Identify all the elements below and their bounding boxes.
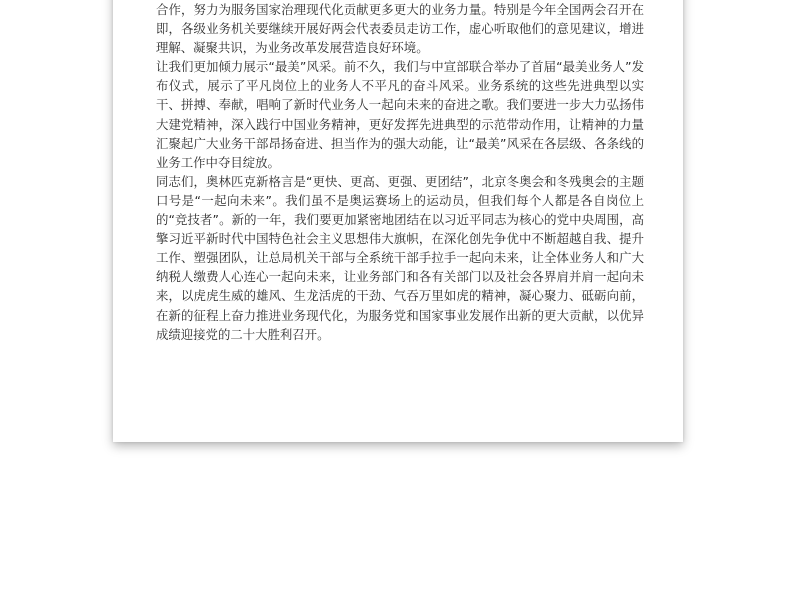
paragraph-1: 合作，努力为服务国家治理现代化贡献更多更大的业务力量。特别是今年全国两会召开在即，各级业务机关要继续开展好两会代表委员走访工作，虚心听取他们的意见建议，增进理解、凝聚共识，为业务改革发展营造良好环境。 xyxy=(156,2,644,56)
document-page xyxy=(113,0,683,442)
paragraph-2: 让我们更加倾力展示“最美”风采。前不久，我们与中宣部联合举办了首届“最美业务人”发布仪式，展示了平凡岗位上的业务人不平凡的奋斗风采。业务系统的这些先进典型以实干、拼搏、奉献，唱响了新时代业务人一起向未来的奋进之歌。我们要进一步大力弘扬伟大建党精神，深入践行中国业务精神，更好发挥先进典型的示范带动作用，让精神的力量汇聚起广大业务干部昂扬奋进、担当作为的强大动能，让“最美”风采在各层级、各条线的业务工作中夺目绽放。 xyxy=(156,59,644,170)
paragraph-3: 同志们，奥林匹克新格言是“更快、更高、更强、更团结”，北京冬奥会和冬残奥会的主题口号是“一起向未来”。我们虽不是奥运赛场上的运动员，但我们每个人都是各自岗位上的“竞技者”。新的一年，我们要更加紧密地团结在以习近平同志为核心的党中央周围，高擎习近平新时代中国特色社会主义思想伟大旗帜，在深化创先争优中不断超越自我、提升工作、塑强团队，让总局机关干部与全系统干部手拉手一起向未来，让全体业务人和广大纳税人缴费人心连心一起向未来，让业务部门和各有关部门以及社会各界肩并肩一起向未来，以虎虎生威的雄风、生龙活虎的干劲、气吞万里如虎的精神，凝心聚力、砥砺向前，在新的征程上奋力推进业务现代化，为服务党和国家事业发展作出新的更大贡献，以优异成绩迎接党的二十大胜利召开。 xyxy=(156,173,644,342)
document-body xyxy=(156,0,644,344)
